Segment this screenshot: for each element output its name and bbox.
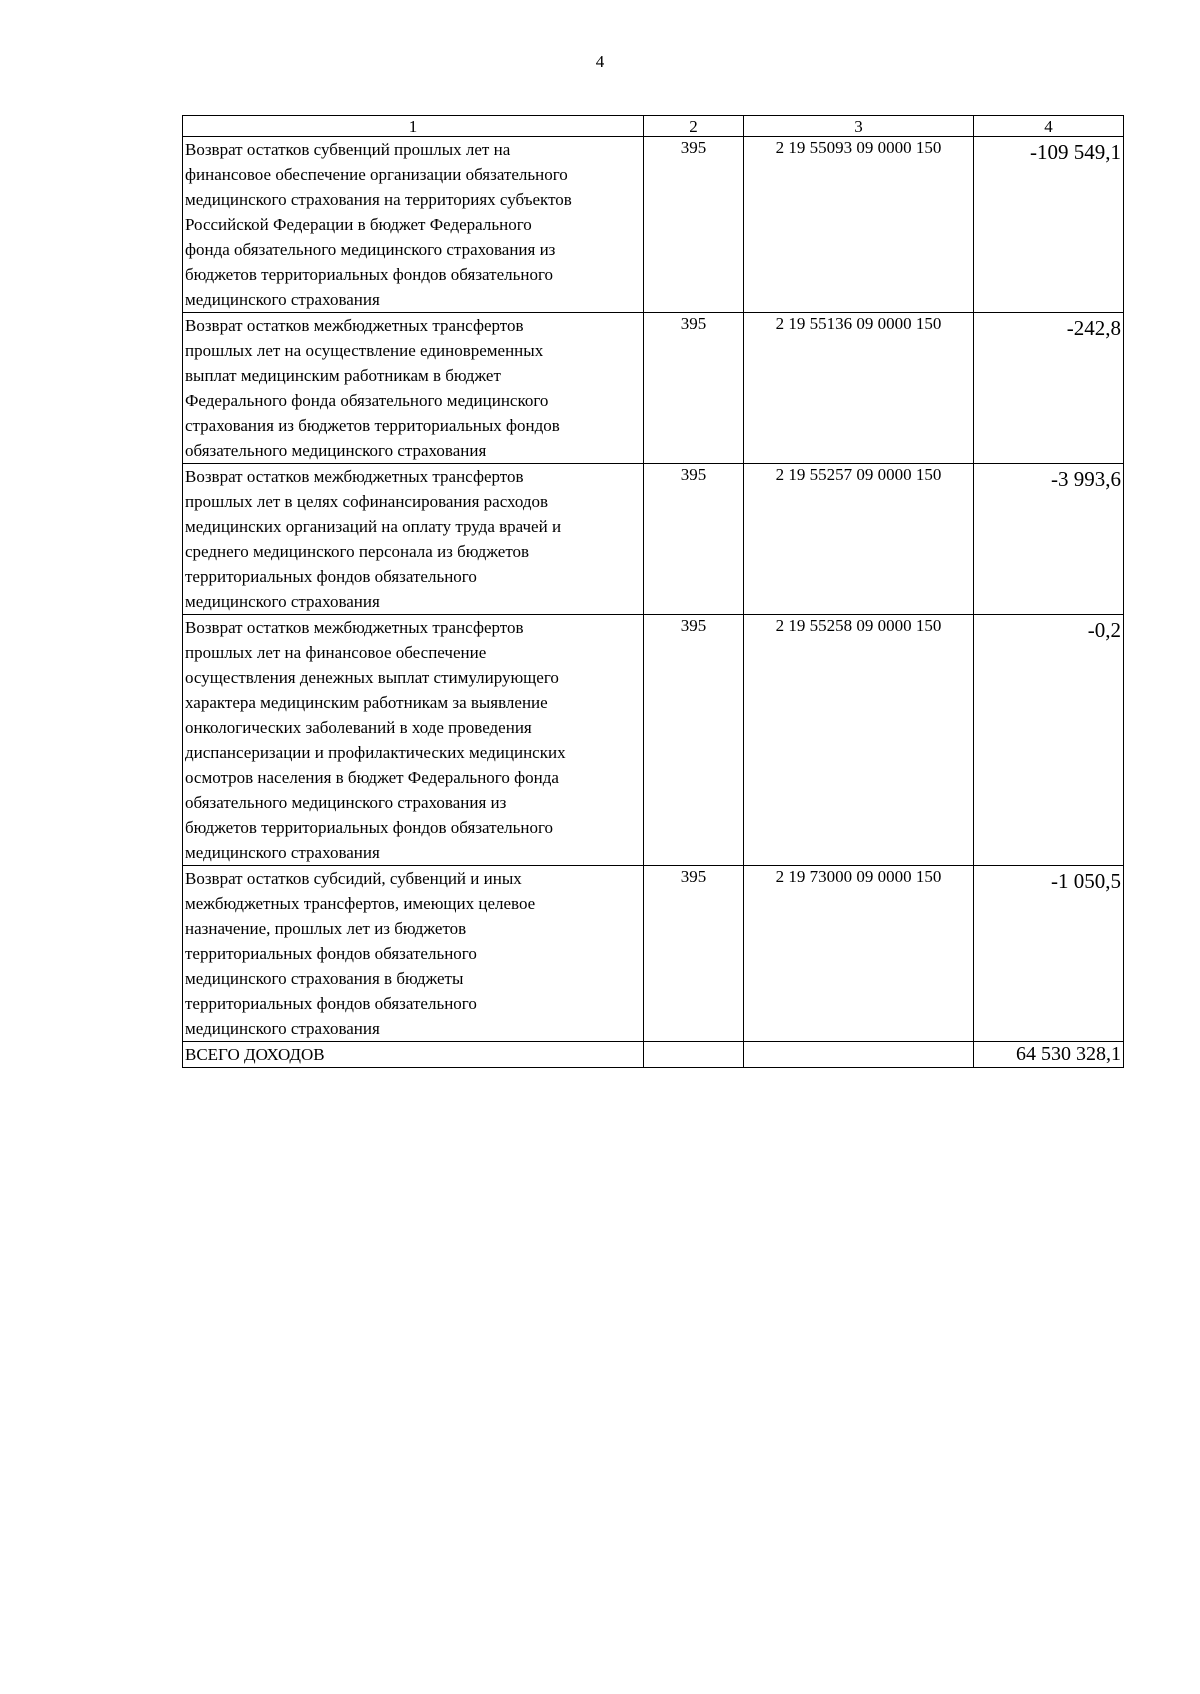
- page-number: 4: [595, 52, 605, 71]
- total-empty-cell: [644, 1042, 744, 1068]
- income-name-line: обязательного медицинского страхования: [185, 441, 487, 460]
- income-name-line: Возврат остатков субвенций прошлых лет на: [185, 140, 511, 159]
- admin-code-cell: 395: [644, 313, 744, 464]
- income-name-line: территориальных фондов обязательного: [185, 994, 477, 1013]
- income-name-line: бюджетов территориальных фондов обязательного: [185, 265, 554, 284]
- income-name-line: территориальных фондов обязательного: [185, 944, 477, 963]
- income-name-line: осмотров населения в бюджет Федерального фонда: [185, 768, 559, 787]
- income-name-line: выплат медицинским работникам в бюджет: [185, 366, 501, 385]
- amount-cell: -3 993,6: [974, 464, 1124, 615]
- income-name-line: обязательного медицинского страхования из: [185, 793, 507, 812]
- income-name-line: фонда обязательного медицинского страхования из: [185, 240, 556, 259]
- income-name-line: осуществления денежных выплат стимулирующего: [185, 668, 559, 687]
- income-name-line: Федерального фонда обязательного медицинского: [185, 391, 549, 410]
- budget-code-cell: 2 19 73000 09 0000 150: [744, 866, 974, 1042]
- income-name-line: бюджетов территориальных фондов обязательного: [185, 818, 554, 837]
- income-name-line: прошлых лет в целях софинансирования расходов: [185, 492, 549, 511]
- admin-code-cell: 395: [644, 464, 744, 615]
- admin-code-cell: 395: [644, 615, 744, 866]
- total-empty-cell: [744, 1042, 974, 1068]
- income-name-line: Возврат остатков межбюджетных трансфертов: [185, 467, 524, 486]
- income-name-line: медицинского страхования: [185, 843, 380, 862]
- income-name-line: Российской Федерации в бюджет Федерального: [185, 215, 532, 234]
- table-body: [183, 137, 1124, 1068]
- income-name-line: прошлых лет на осуществление единовременных: [185, 341, 544, 360]
- income-name-cell: [183, 866, 644, 1042]
- income-name-line: медицинского страхования в бюджеты: [185, 969, 464, 988]
- header-row: [183, 116, 1124, 137]
- total-label: ВСЕГО ДОХОДОВ: [183, 1042, 644, 1068]
- income-name-cell: [183, 313, 644, 464]
- income-name-line: характера медицинским работникам за выявление: [185, 693, 548, 712]
- budget-code-cell: 2 19 55136 09 0000 150: [744, 313, 974, 464]
- income-name-line: медицинского страхования: [185, 290, 380, 309]
- column-header-4: 4: [974, 116, 1124, 137]
- column-header-2: 2: [644, 116, 744, 137]
- amount-cell: -0,2: [974, 615, 1124, 866]
- budget-code-cell: 2 19 55093 09 0000 150: [744, 137, 974, 313]
- admin-code-cell: 395: [644, 137, 744, 313]
- table-row: [183, 313, 1124, 464]
- admin-code-cell: 395: [644, 866, 744, 1042]
- income-name-line: среднего медицинского персонала из бюджетов: [185, 542, 530, 561]
- income-name-line: межбюджетных трансфертов, имеющих целевое: [185, 894, 536, 913]
- income-name-line: медицинских организаций на оплату труда врачей и: [185, 517, 562, 536]
- amount-cell: -1 050,5: [974, 866, 1124, 1042]
- income-name-line: Возврат остатков межбюджетных трансфертов: [185, 618, 524, 637]
- total-amount: 64 530 328,1: [974, 1042, 1124, 1068]
- income-name-line: медицинского страхования: [185, 592, 380, 611]
- income-name-line: Возврат остатков межбюджетных трансфертов: [185, 316, 524, 335]
- income-name-line: онкологических заболеваний в ходе проведения: [185, 718, 532, 737]
- income-name-line: Возврат остатков субсидий, субвенций и иных: [185, 869, 522, 888]
- income-name-line: прошлых лет на финансовое обеспечение: [185, 643, 487, 662]
- amount-cell: -242,8: [974, 313, 1124, 464]
- table-row: [183, 137, 1124, 313]
- budget-code-cell: 2 19 55257 09 0000 150: [744, 464, 974, 615]
- column-header-1: 1: [183, 116, 644, 137]
- income-name-line: медицинского страхования на территориях субъектов: [185, 190, 572, 209]
- income-name-cell: [183, 464, 644, 615]
- column-header-3: 3: [744, 116, 974, 137]
- income-name-line: территориальных фондов обязательного: [185, 567, 477, 586]
- income-name-line: медицинского страхования: [185, 1019, 380, 1038]
- income-name-line: назначение, прошлых лет из бюджетов: [185, 919, 467, 938]
- table-header: [183, 116, 1124, 137]
- table-row: [183, 615, 1124, 866]
- amount-cell: -109 549,1: [974, 137, 1124, 313]
- table-row: [183, 866, 1124, 1042]
- income-table: [182, 115, 1124, 1068]
- income-name-line: страхования из бюджетов территориальных фондов: [185, 416, 560, 435]
- total-row: [183, 1042, 1124, 1068]
- table-row: [183, 464, 1124, 615]
- income-name-cell: [183, 137, 644, 313]
- income-name-line: диспансеризации и профилактических медицинских: [185, 743, 566, 762]
- income-name-cell: [183, 615, 644, 866]
- budget-code-cell: 2 19 55258 09 0000 150: [744, 615, 974, 866]
- income-name-line: финансовое обеспечение организации обязательного: [185, 165, 568, 184]
